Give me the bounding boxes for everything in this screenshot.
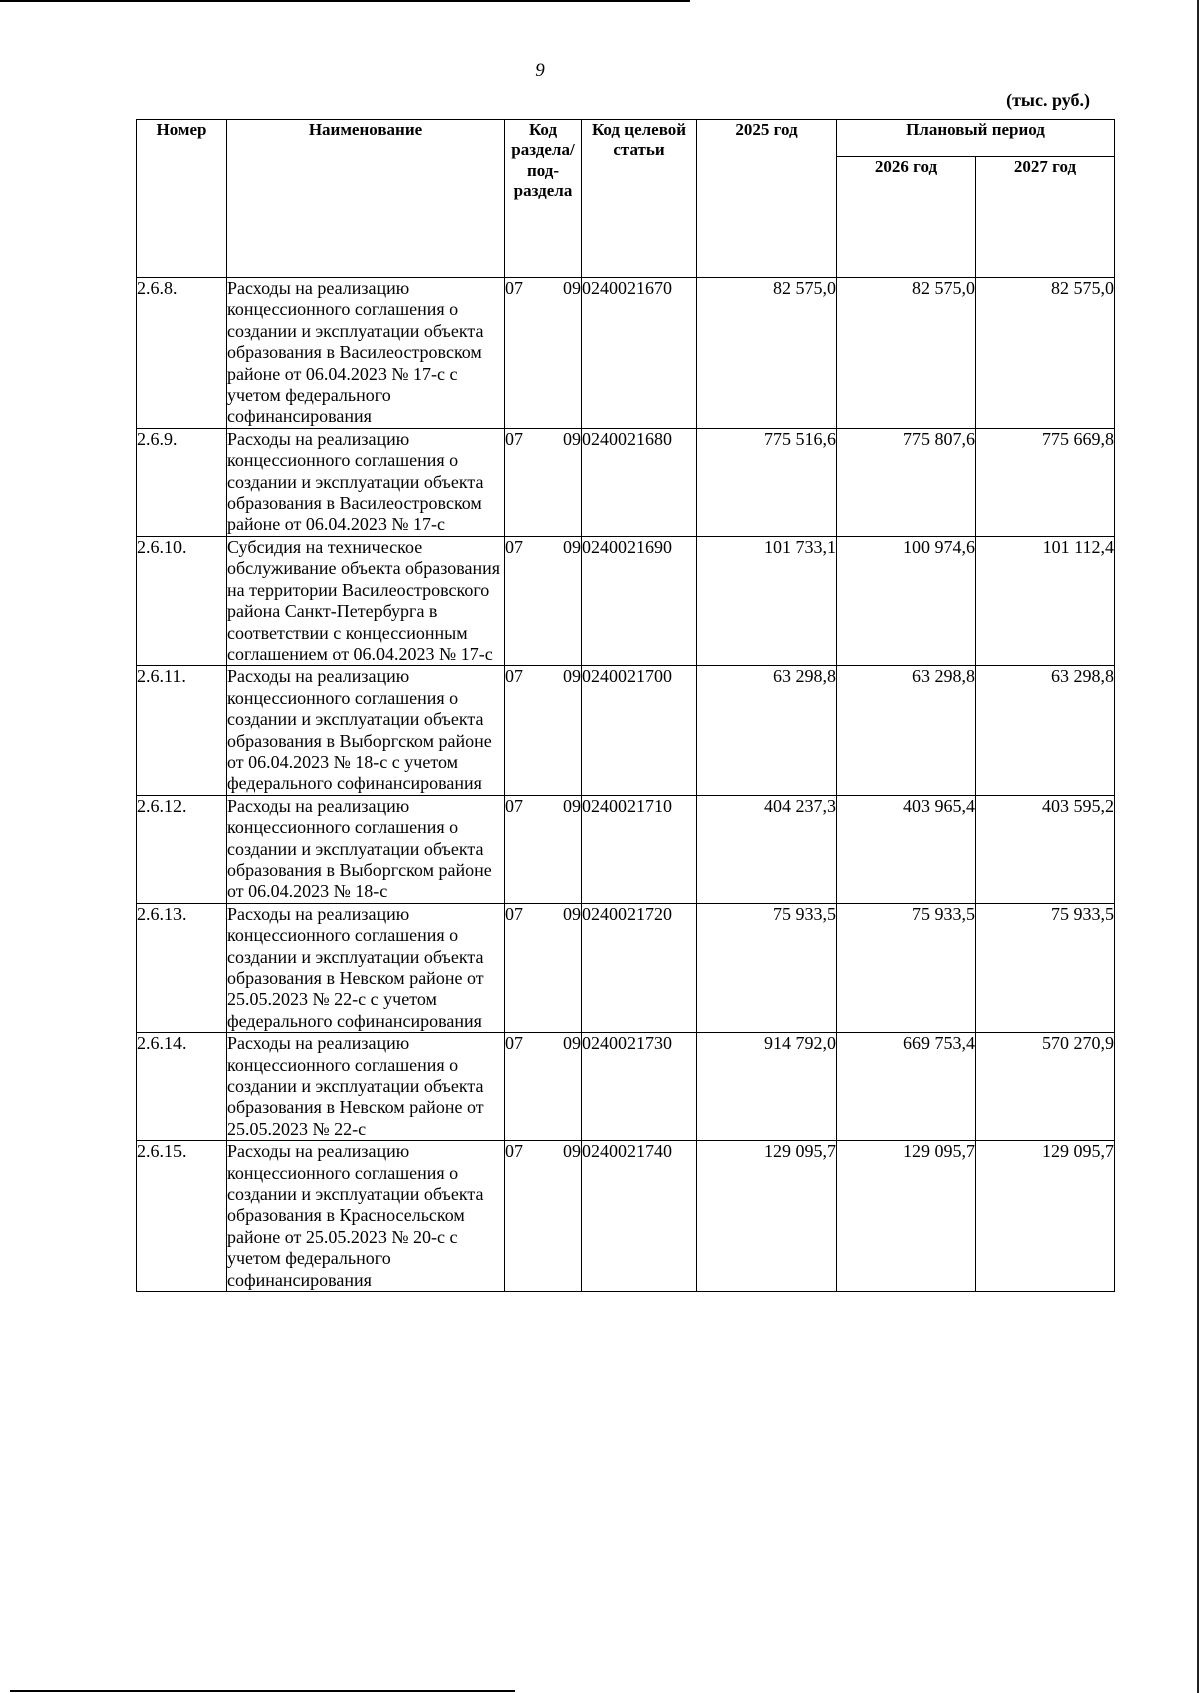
row-amount-2025: 75 933,5 [697, 903, 837, 1032]
col-header-2027: 2027 год [976, 157, 1115, 278]
row-amount-2026: 82 575,0 [837, 278, 976, 429]
scan-edge-bottom [10, 1690, 515, 1692]
section: 07 [505, 278, 523, 298]
table-row [137, 1141, 1115, 1292]
row-target-code: 0240021740 [582, 1141, 697, 1292]
section: 07 [505, 428, 523, 449]
row-amount-2026: 775 807,6 [837, 428, 976, 536]
row-section-code [505, 1141, 582, 1292]
row-name: Расходы на реализацию концессионного соглашения о создании и эксплуатации объекта образования в Василеостровском районе от 06.04.2023 № 17-с [227, 428, 505, 536]
subsection: 09 [563, 666, 581, 687]
row-amount-2025: 775 516,6 [697, 428, 837, 536]
row-number: 2.6.15. [137, 1141, 227, 1292]
table-row [137, 428, 1115, 536]
row-number: 2.6.9. [137, 428, 227, 536]
row-section-code [505, 278, 582, 429]
row-section-code [505, 795, 582, 903]
row-target-code: 0240021730 [582, 1033, 697, 1141]
col-header-name: Наименование [227, 120, 505, 278]
row-section-code [505, 666, 582, 795]
row-amount-2025: 82 575,0 [697, 278, 837, 429]
table-row [137, 795, 1115, 903]
table-row [137, 1033, 1115, 1141]
row-amount-2025: 914 792,0 [697, 1033, 837, 1141]
row-amount-2027: 129 095,7 [976, 1141, 1115, 1292]
row-section-code [505, 903, 582, 1032]
col-header-section-code: Код раздела/ под- раздела [505, 120, 582, 278]
row-amount-2027: 570 270,9 [976, 1033, 1115, 1141]
section: 07 [505, 1141, 523, 1162]
col-header-2026: 2026 год [837, 157, 976, 278]
col-header-planned-period: Плановый период [837, 120, 1115, 157]
table-row [137, 278, 1115, 429]
row-amount-2027: 403 595,2 [976, 795, 1115, 903]
row-section-code [505, 536, 582, 665]
units-label: (тыс. руб.) [1006, 90, 1090, 110]
row-number: 2.6.13. [137, 903, 227, 1032]
table-row [137, 666, 1115, 795]
row-section-code [505, 1033, 582, 1141]
row-name: Расходы на реализацию концессионного соглашения о создании и эксплуатации объекта образования в Выборгском районе от 06.04.2023 № 18-с [227, 795, 505, 903]
row-amount-2027: 101 112,4 [976, 536, 1115, 665]
subsection: 09 [563, 1033, 581, 1054]
budget-table [136, 119, 1115, 1292]
table-row [137, 536, 1115, 665]
row-amount-2025: 101 733,1 [697, 536, 837, 665]
subsection: 09 [563, 428, 581, 449]
row-amount-2025: 404 237,3 [697, 795, 837, 903]
subsection: 09 [563, 536, 581, 557]
subsection: 09 [563, 1141, 581, 1162]
row-amount-2026: 75 933,5 [837, 903, 976, 1032]
row-target-code: 0240021710 [582, 795, 697, 903]
row-section-code [505, 428, 582, 536]
row-amount-2026: 669 753,4 [837, 1033, 976, 1141]
scan-edge-right [1197, 0, 1199, 1693]
section: 07 [505, 1033, 523, 1054]
col-header-number: Номер [137, 120, 227, 278]
row-name: Субсидия на техническое обслуживание объекта образования на территории Василеостровского района Санкт-Петербурга в соответствии с концессионным соглашением от 06.04.2023 № 17-с [227, 536, 505, 665]
row-amount-2026: 63 298,8 [837, 666, 976, 795]
section: 07 [505, 666, 523, 687]
col-header-2025: 2025 год [697, 120, 837, 278]
row-name: Расходы на реализацию концессионного соглашения о создании и эксплуатации объекта образования в Выборгском районе от 06.04.2023 № 18-с с учетом федерального софинансирования [227, 666, 505, 795]
row-number: 2.6.11. [137, 666, 227, 795]
row-amount-2026: 100 974,6 [837, 536, 976, 665]
row-name: Расходы на реализацию концессионного соглашения о создании и эксплуатации объекта образования в Красносельском районе от 25.05.2023 № 20-с с учетом федерального софинансирования [227, 1141, 505, 1292]
row-amount-2025: 129 095,7 [697, 1141, 837, 1292]
row-target-code: 0240021690 [582, 536, 697, 665]
subsection: 09 [563, 903, 581, 924]
row-name: Расходы на реализацию концессионного соглашения о создании и эксплуатации объекта образования в Невском районе от 25.05.2023 № 22-с с учетом федерального софинансирования [227, 903, 505, 1032]
row-target-code: 0240021670 [582, 278, 697, 429]
subsection: 09 [563, 278, 581, 298]
row-amount-2025: 63 298,8 [697, 666, 837, 795]
row-name: Расходы на реализацию концессионного соглашения о создании и эксплуатации объекта образования в Невском районе от 25.05.2023 № 22-с [227, 1033, 505, 1141]
row-amount-2027: 82 575,0 [976, 278, 1115, 429]
section: 07 [505, 536, 523, 557]
section: 07 [505, 795, 523, 816]
row-number: 2.6.8. [137, 278, 227, 429]
table-row [137, 903, 1115, 1032]
section: 07 [505, 903, 523, 924]
scan-edge-top [0, 0, 690, 2]
page-number: 9 [535, 60, 545, 81]
row-amount-2026: 129 095,7 [837, 1141, 976, 1292]
row-amount-2027: 75 933,5 [976, 903, 1115, 1032]
row-amount-2026: 403 965,4 [837, 795, 976, 903]
row-target-code: 0240021700 [582, 666, 697, 795]
header-row [137, 120, 1115, 157]
col-header-target-code: Код целевой статьи [582, 120, 697, 278]
row-target-code: 0240021680 [582, 428, 697, 536]
row-number: 2.6.12. [137, 795, 227, 903]
row-amount-2027: 63 298,8 [976, 666, 1115, 795]
row-number: 2.6.14. [137, 1033, 227, 1141]
row-number: 2.6.10. [137, 536, 227, 665]
subsection: 09 [563, 795, 581, 816]
row-amount-2027: 775 669,8 [976, 428, 1115, 536]
row-name: Расходы на реализацию концессионного соглашения о создании и эксплуатации объекта образования в Василеостровском районе от 06.04.2023 № 17-с с учетом федерального софинансирования [227, 278, 505, 429]
row-target-code: 0240021720 [582, 903, 697, 1032]
